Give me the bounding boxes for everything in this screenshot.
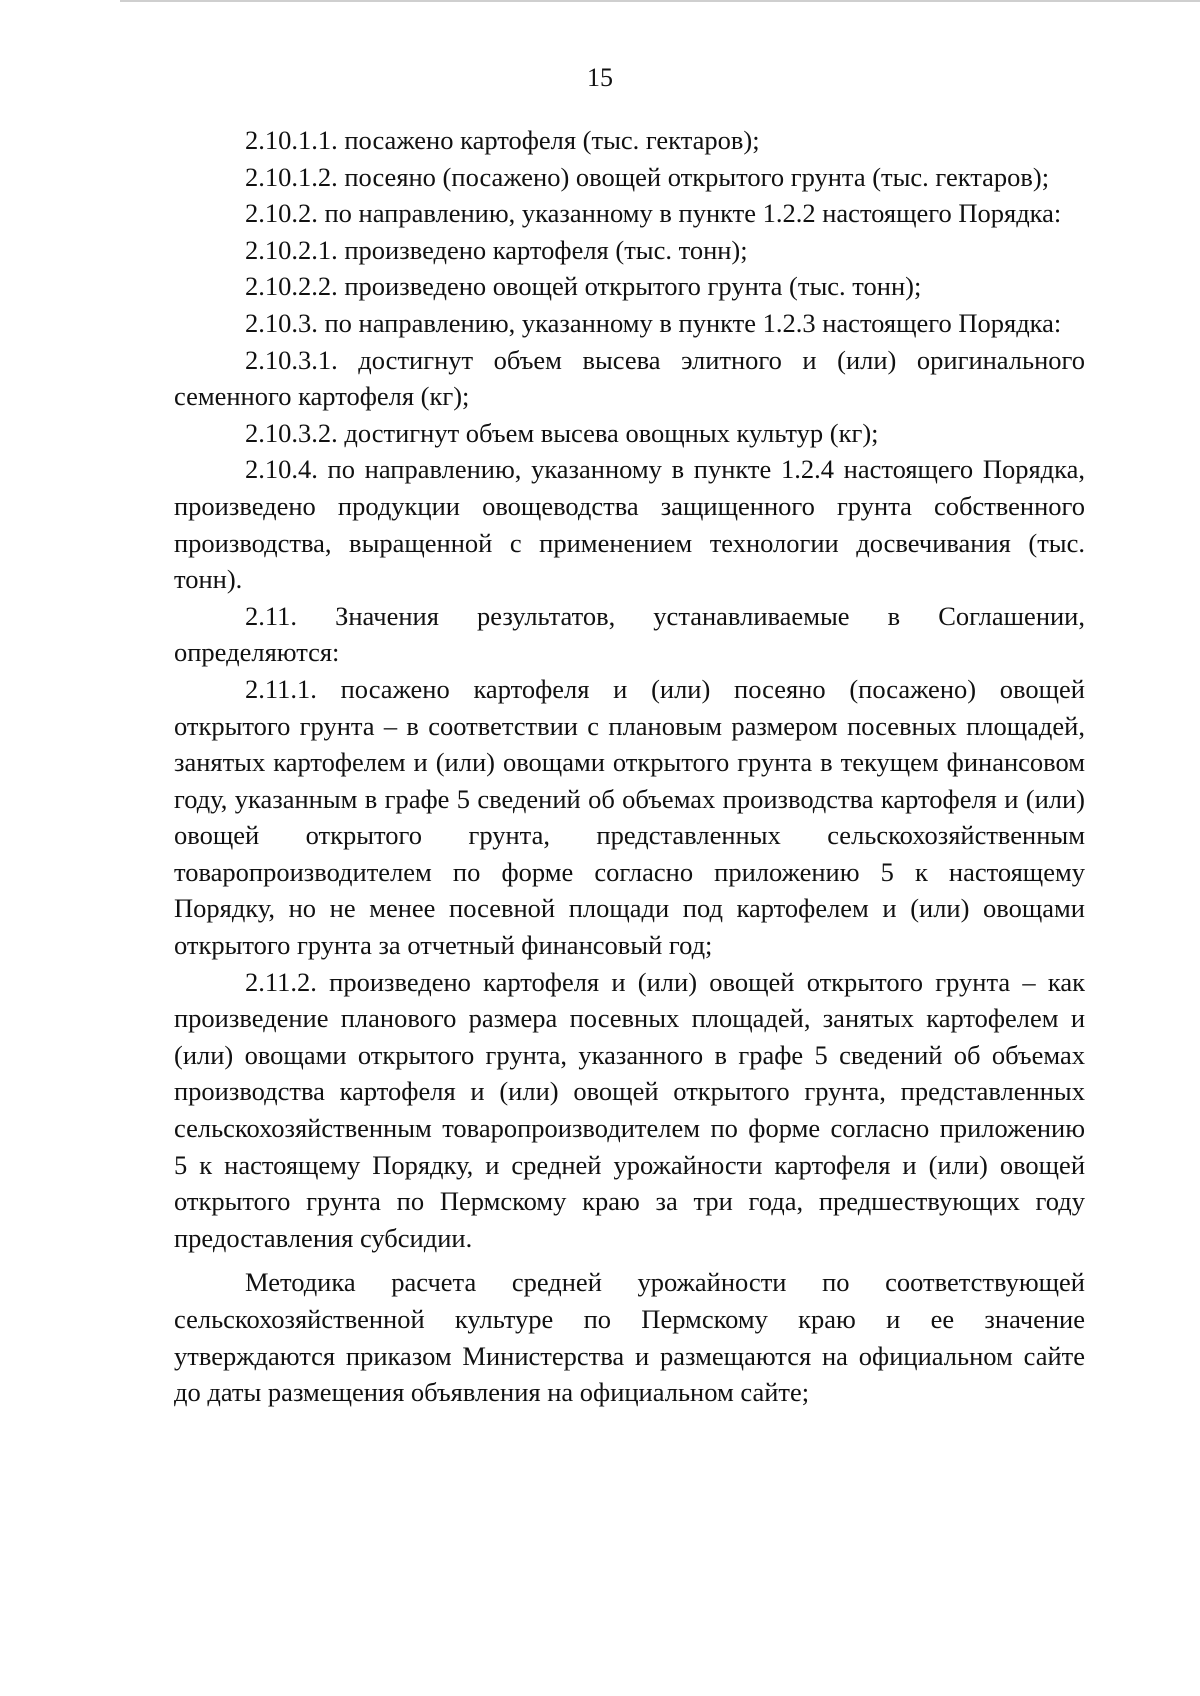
- paragraph-2-11-2: 2.11.2. произведено картофеля и (или) овощей открытого грунта – как произведение планового размера посевных площадей, занятых картофелем и (или) овощами открытого грунта, указанного в графе 5 сведений об объемах производства картофеля и (или) овощей открытого грунта, представленных сельскохозяйственным товаропроизводителем по форме согласно приложению 5 к настоящему Порядку, и средней урожайности картофеля и (или) овощей открытого грунта по Пермскому краю за три года, предшествующих году предоставления субсидии.: [174, 966, 1085, 1253]
- paragraph-2-10-2-2: 2.10.2.2. произведено овощей открытого грунта (тыс. тонн);: [245, 271, 922, 302]
- scan-edge: [120, 0, 1200, 2]
- document-body: [174, 122, 1085, 1411]
- paragraph-2-10-1-1: 2.10.1.1. посажено картофеля (тыс. гектаров);: [245, 125, 760, 155]
- paragraph-2-10-3: 2.10.3. по направлению, указанному в пункте 1.2.3 настоящего Порядка:: [245, 307, 1062, 338]
- page-number: 15: [587, 63, 613, 92]
- paragraph-2-10-2-1: 2.10.2.1. произведено картофеля (тыс. тонн);: [245, 234, 748, 265]
- paragraph-2-11: 2.11. Значения результатов, устанавливаемые в Соглашении, определяются:: [174, 600, 1085, 668]
- paragraph-2-10-3-2: 2.10.3.2. достигнут объем высева овощных культур (кг);: [245, 417, 879, 448]
- paragraph-2-10-1-2: 2.10.1.2. посеяно (посажено) овощей открытого грунта (тыс. гектаров);: [245, 161, 1050, 192]
- paragraph-2-10-3-1: 2.10.3.1. достигнут объем высева элитного и (или) оригинального семенного картофеля (кг);: [174, 344, 1085, 412]
- paragraph-2-11-1: 2.11.1. посажено картофеля и (или) посеяно (посажено) овощей открытого грунта – в соответствии с плановым размером посевных площадей, занятых картофелем и (или) овощами открытого грунта в текущем финансовом году, указанным в графе 5 сведений об объемах производства картофеля и (или) овощей открытого грунта, представленных сельскохозяйственным товаропроизводителем по форме согласно приложению 5 к настоящему Порядку, но не менее посевной площади под картофелем и (или) овощами открытого грунта за отчетный финансовый год;: [174, 673, 1085, 961]
- paragraph-methodology: Методика расчета средней урожайности по соответствующей сельскохозяйственной культуре по Пермскому краю и ее значение утверждаются приказом Министерства и размещаются на официальном сайте до даты размещения объявления на официальном сайте;: [174, 1267, 1085, 1408]
- paragraph-2-10-2: 2.10.2. по направлению, указанному в пункте 1.2.2 настоящего Порядка:: [245, 198, 1062, 229]
- paragraph-2-10-4: 2.10.4. по направлению, указанному в пункте 1.2.4 настоящего Порядка, произведено продукции овощеводства защищенного грунта собственного производства, выращенной с применением технологии досвечивания (тыс. тонн).: [174, 454, 1085, 595]
